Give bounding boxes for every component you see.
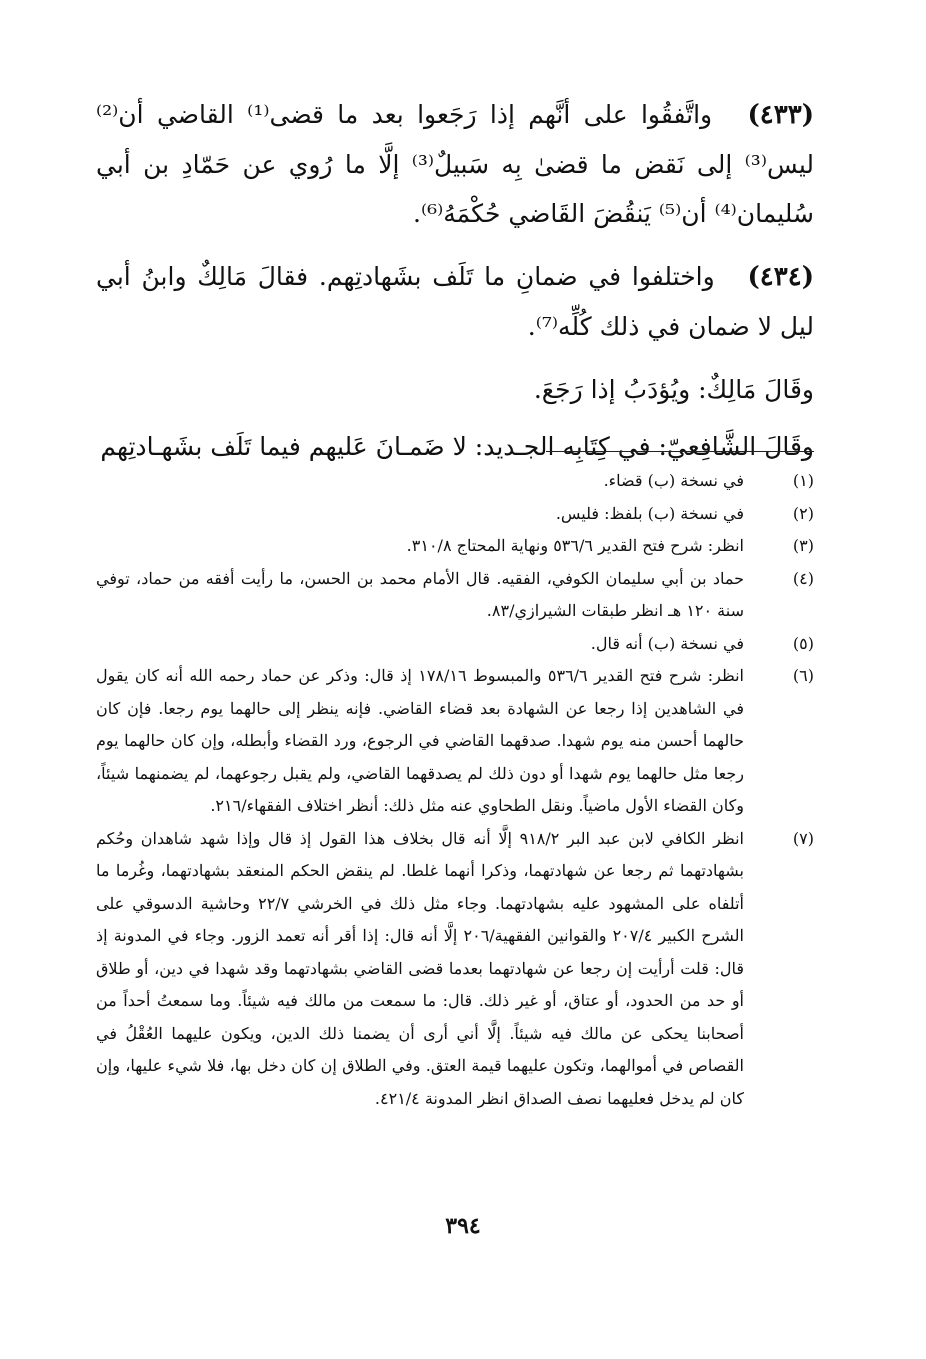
page-number: ٣٩٤ [445, 1213, 481, 1239]
line-malik: وقَالَ مَالِكٌ: ويُؤدَبُ إذا رَجَعَ. [533, 375, 814, 404]
footnote-text: انظر الكافي لابن عبد البر ٩١٨/٢ إلَّا أنه قال بخلاف هذا القول إذ قال وإذا شهد شاهدان وحُكم بشهادتهما ثم رجعا عن شهادتهما، وذكرا أنهما غلطا. لم ينقض الحكم المنعقد بشهادتهما، وغُرما ما أتلفاه على المشهود عليه بشهادتهما. وجاء مثل ذلك في الخرشي ٢٢/٧ وحاشية الدسوقي على الشرح الكبير ٢٠٧/٤ والقوانين الفقهية/٢٠٦ إلَّا أنه قال: إذا أقر أنه تعمد الزور. وجاء في المدونة إذ قال: قلت أرأيت إن رجعا عن شهادتهما بعدما قضى القاضي بشهادتهما وقد شهدا في دين، أو طلاق أو حد من الحدود، أو عتاق، أو غير ذلك. قال: ما سمعت من مالك فيه شيئاً. وما سمعتُ أحداً من أصحابنا يحكى عن مالك فيه شيئاً. إلَّا أني أرى أن يضمنا ذلك الدين، ويكون عليهما العُقْلُ في القصاص في أموالهما، وتكون عليهما قيمة العتق. وفي الطلاق إن كان دخل بها، فلا شيء عليها، وإن كان لم يدخل فعليهما نصف الصداق انظر المدونة ٤٢١/٤. [96, 828, 745, 1108]
footnote-number: (٢) [792, 503, 814, 523]
footnote-text: في نسخة (ب) أنه قال. [590, 633, 744, 653]
footnote-text: حماد بن أبي سليمان الكوفي، الفقيه. قال الأمام محمد بن الحسن، ما رأيت أفقه من حماد، توفي سنة ١٢٠ هـ انظر طبقات الشيرازي/٨٣. [96, 568, 744, 620]
footnote-text: في نسخة (ب) بلفظ: فليس. [555, 503, 744, 523]
paragraph-434 [96, 252, 814, 351]
footnote-6 [96, 660, 814, 823]
main-text [96, 90, 814, 479]
footnote-text: في نسخة (ب) قضاء. [603, 471, 744, 490]
paragraph-text-433: واتَّفقُوا على أنَّهم إذا رَجَعوا بعد ما قضى⁽¹⁾ القاضي أن⁽²⁾ ليس⁽³⁾ إلى نَقض ما قضىٰ بِه سَبيلٌ⁽³⁾ إلَّا ما رُوي عن حَمّادِ بن أبي سُليمان⁽⁴⁾ أن⁽⁵⁾ يَنقُضَ القَاضي حُكْمَهُ⁽⁶⁾. [96, 100, 814, 228]
footnotes [96, 465, 814, 1115]
footnote-5 [96, 628, 814, 661]
footnote-4 [96, 563, 814, 628]
footnote-text: انظر: شرح فتح القدير ٥٣٦/٦ والمبسوط ١٧٨/١٦ إذ قال: وذكر عن حماد رحمه الله أنه كان يقول في الشاهدين إذا رجعا عن الشهادة بعد قضاء القاضي. فإنه ينظر إلى حالهما يوم رجعا. فإن كان حالهما أحسن منه يوم شهدا. صدقهما القاضي في الرجوع، ورد القضاء وأبطله، وإن كان حالهما يوم رجعا مثل حالهما يوم شهدا أو دون ذلك لم يصدقهما القاضي، ولم يقبل رجوعهما، لم يضمنهما شيئاً، وكان القضاء الأول ماضياً. ونقل الطحاوي عنه مثل ذلك: أنظر اختلاف الفقهاء/٢١٦. [96, 666, 744, 815]
footnote-7 [96, 823, 814, 1116]
footnote-1 [96, 465, 814, 498]
paragraph-433 [96, 90, 814, 238]
footnote-number: (٣) [792, 536, 814, 555]
paragraph-text-434: واختلفوا في ضمانِ ما تَلَف بشَهادتِهم. فقالَ مَالِكٌ وابنُ أبي ليل لا ضمان في ذلك كُلِّه⁽⁷⁾. [96, 262, 814, 341]
footnote-2 [96, 498, 814, 531]
footnote-number: (٥) [792, 633, 814, 653]
paragraph-number-433: (٤٣٣) [747, 100, 814, 130]
line-shafii: وقَالَ الشَّافِعيّ: في كِتَابِه الجـديد: لا ضَمـانَ عَليهم فيما تَلَف بشَهـادتِهم [100, 432, 814, 461]
footnote-number: (١) [792, 471, 814, 490]
footnote-3 [96, 530, 814, 563]
footnote-number: (٦) [792, 666, 814, 685]
footnote-text: انظر: شرح فتح القدير ٥٣٦/٦ ونهاية المحتاج ٣١٠/٨. [406, 536, 744, 555]
footnote-number: (٧) [792, 828, 814, 848]
paragraph-number-434: (٤٣٤) [747, 262, 815, 292]
footnote-separator [546, 451, 814, 452]
footnote-number: (٤) [792, 568, 814, 588]
